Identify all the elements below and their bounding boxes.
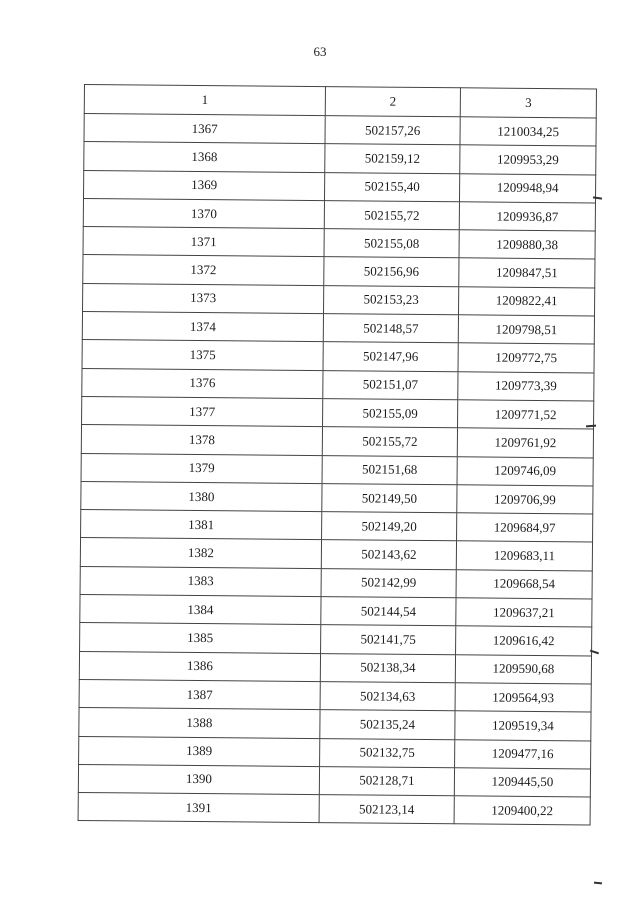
x-coordinate-cell: 502151,68 [322,455,457,484]
page-number: 63 [313,44,327,59]
x-coordinate-cell: 502123,14 [319,795,454,824]
table-row [80,623,592,656]
y-coordinate-cell: 1209684,97 [457,513,593,542]
x-coordinate-cell: 502147,96 [323,342,458,371]
point-number-cell: 1385 [80,623,321,653]
scan-mark [594,882,602,884]
point-number-cell: 1376 [82,368,323,398]
table-row [83,198,595,231]
table-row [82,312,594,345]
y-coordinate-cell: 1209445,50 [454,768,590,797]
table-row [79,651,591,684]
table-row [79,708,591,741]
point-number-cell: 1391 [78,793,319,823]
x-coordinate-cell: 502153,23 [324,285,459,314]
x-coordinate-cell: 502142,99 [321,568,456,597]
point-number-cell: 1388 [79,708,320,738]
table-row [82,368,594,401]
x-coordinate-cell: 502132,75 [320,738,455,767]
y-coordinate-cell: 1209564,93 [455,683,591,712]
y-coordinate-cell: 1209822,41 [458,287,594,316]
x-coordinate-cell: 502155,72 [324,200,459,229]
y-coordinate-cell: 1209400,22 [454,796,590,825]
x-coordinate-cell: 502128,71 [319,766,454,795]
point-number-cell: 1367 [84,114,325,144]
point-number-cell: 1379 [81,453,322,483]
x-coordinate-cell: 502159,12 [325,144,460,173]
x-coordinate-cell: 502149,20 [322,512,457,541]
column-header-3: 3 [460,88,596,118]
point-number-cell: 1382 [80,538,321,568]
point-number-cell: 1386 [79,651,320,681]
table-row [84,114,596,147]
point-number-cell: 1377 [82,396,323,426]
x-coordinate-cell: 502134,63 [320,682,455,711]
table-row [81,425,593,458]
x-coordinate-cell: 502156,96 [324,257,459,286]
table-row [82,396,594,429]
y-coordinate-cell: 1209880,38 [459,230,595,259]
y-coordinate-cell: 1209798,51 [458,315,594,344]
point-number-cell: 1378 [81,425,322,455]
point-number-cell: 1373 [83,283,324,313]
y-coordinate-cell: 1209477,16 [455,739,591,768]
point-number-cell: 1387 [79,679,320,709]
y-coordinate-cell: 1209637,21 [456,598,592,627]
y-coordinate-cell: 1209683,11 [456,541,592,570]
y-coordinate-cell: 1209953,29 [460,145,596,174]
point-number-cell: 1368 [84,142,325,172]
table-row [83,283,595,316]
x-coordinate-cell: 502155,09 [323,399,458,428]
point-number-cell: 1381 [81,510,322,540]
table-row [80,566,592,599]
y-coordinate-cell: 1209936,87 [459,202,595,231]
table-row [84,142,596,175]
x-coordinate-cell: 502157,26 [325,116,460,145]
x-coordinate-cell: 502143,62 [321,540,456,569]
y-coordinate-cell: 1209590,68 [455,654,591,683]
coordinates-table [78,84,597,826]
table-row [83,227,595,260]
x-coordinate-cell: 502138,34 [320,653,455,682]
x-coordinate-cell: 502144,54 [321,597,456,626]
table-row [79,736,591,769]
x-coordinate-cell: 502148,57 [323,314,458,343]
y-coordinate-cell: 1209706,99 [457,485,593,514]
table-header-row [84,85,596,118]
x-coordinate-cell: 502151,07 [323,370,458,399]
y-coordinate-cell: 1209746,09 [457,456,593,485]
table-row [83,255,595,288]
table-row [81,453,593,486]
point-number-cell: 1370 [83,198,324,228]
x-coordinate-cell: 502135,24 [320,710,455,739]
y-coordinate-cell: 1210034,25 [460,117,596,146]
point-number-cell: 1389 [79,736,320,766]
point-number-cell: 1383 [80,566,321,596]
x-coordinate-cell: 502155,72 [322,427,457,456]
x-coordinate-cell: 502155,40 [324,172,459,201]
table-row [80,538,592,571]
column-header-2: 2 [325,87,460,117]
point-number-cell: 1372 [83,255,324,285]
table-row [82,340,594,373]
x-coordinate-cell: 502155,08 [324,229,459,258]
point-number-cell: 1390 [78,764,319,794]
table-row [84,170,596,203]
table-body [78,114,596,826]
y-coordinate-cell: 1209761,92 [457,428,593,457]
point-number-cell: 1374 [82,312,323,342]
column-header-1: 1 [84,85,325,116]
y-coordinate-cell: 1209847,51 [459,258,595,287]
point-number-cell: 1380 [81,481,322,511]
table-row [81,510,593,543]
point-number-cell: 1384 [80,595,321,625]
y-coordinate-cell: 1209519,34 [455,711,591,740]
table-row [81,481,593,514]
table-row [78,764,590,797]
table-row [80,595,592,628]
x-coordinate-cell: 502149,50 [322,483,457,512]
table-row [79,679,591,712]
y-coordinate-cell: 1209773,39 [458,371,594,400]
y-coordinate-cell: 1209616,42 [456,626,592,655]
point-number-cell: 1375 [82,340,323,370]
point-number-cell: 1371 [83,227,324,257]
y-coordinate-cell: 1209772,75 [458,343,594,372]
point-number-cell: 1369 [84,170,325,200]
y-coordinate-cell: 1209668,54 [456,570,592,599]
x-coordinate-cell: 502141,75 [321,625,456,654]
y-coordinate-cell: 1209948,94 [459,173,595,202]
y-coordinate-cell: 1209771,52 [458,400,594,429]
table-row [78,793,590,826]
